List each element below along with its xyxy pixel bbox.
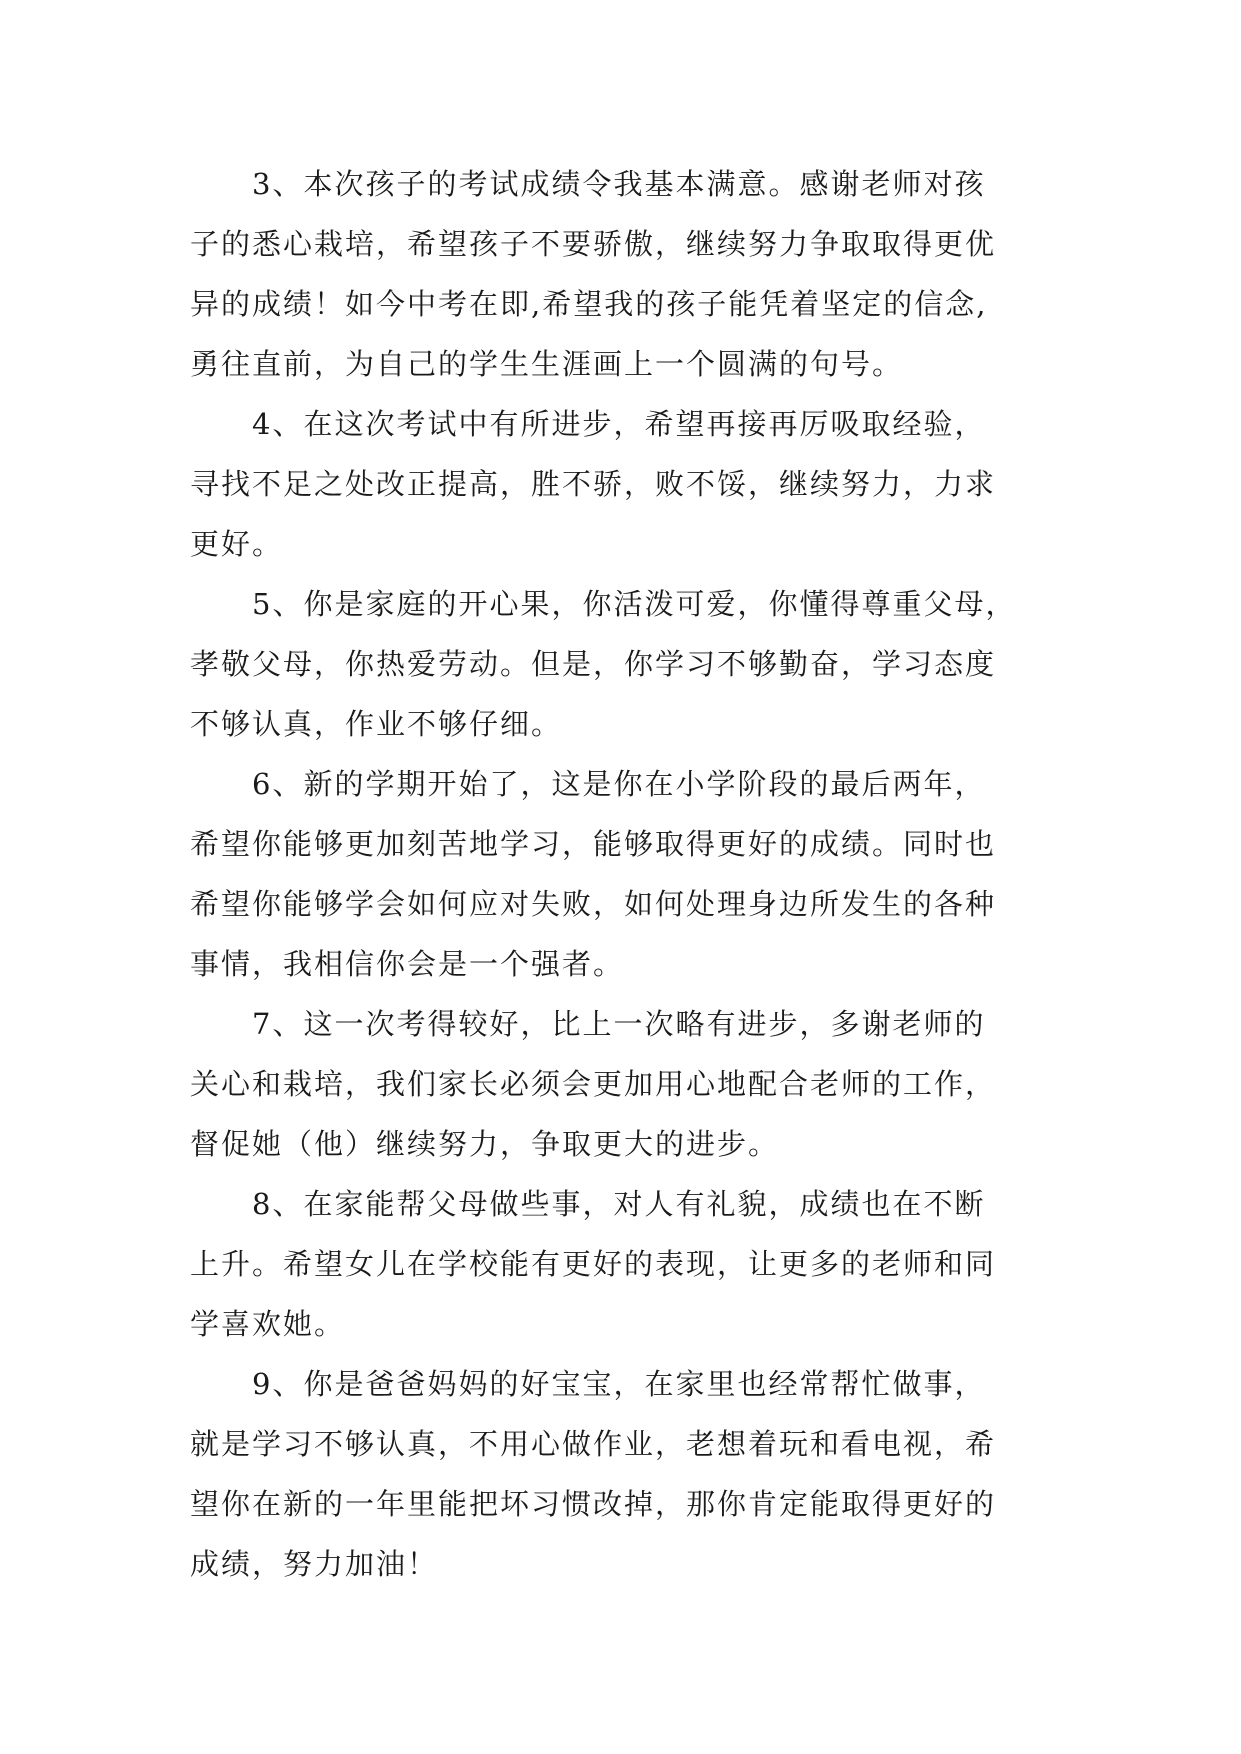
text-line: 更好。 xyxy=(190,527,284,561)
text-line: 学喜欢她。 xyxy=(190,1307,346,1341)
text-line: 督促她（他）继续努力，争取更大的进步。 xyxy=(190,1127,780,1161)
text-line: 3、本次孩子的考试成绩令我基本满意。感谢老师对孩 xyxy=(252,167,986,201)
text-line: 孝敬父母，你热爱劳动。但是，你学习不够勤奋，学习态度 xyxy=(190,647,997,681)
text-line: 子的悉心栽培，希望孩子不要骄傲，继续努力争取取得更优 xyxy=(190,227,997,261)
text-line: 8、在家能帮父母做些事，对人有礼貌，成绩也在不断 xyxy=(252,1187,986,1221)
text-line: 6、新的学期开始了，这是你在小学阶段的最后两年， xyxy=(252,767,986,801)
text-line: 4、在这次考试中有所进步，希望再接再厉吸取经验， xyxy=(252,407,986,441)
paragraph-8 xyxy=(190,1174,1090,1354)
paragraph-3 xyxy=(190,154,1090,394)
text-line: 不够认真，作业不够仔细。 xyxy=(190,707,563,741)
text-line: 9、你是爸爸妈妈的好宝宝，在家里也经常帮忙做事， xyxy=(252,1367,986,1401)
paragraph-5 xyxy=(190,574,1090,754)
text-line: 勇往直前，为自己的学生生涯画上一个圆满的句号。 xyxy=(190,347,904,381)
text-line: 成绩，努力加油！ xyxy=(190,1547,439,1581)
text-line: 上升。希望女儿在学校能有更好的表现，让更多的老师和同 xyxy=(190,1247,997,1281)
text-line: 关心和栽培，我们家长必须会更加用心地配合老师的工作， xyxy=(190,1067,997,1101)
text-line: 5、你是家庭的开心果，你活泼可爱，你懂得尊重父母， xyxy=(252,587,1017,621)
text-line: 望你在新的一年里能把坏习惯改掉，那你肯定能取得更好的 xyxy=(190,1487,997,1521)
text-line: 希望你能够更加刻苦地学习，能够取得更好的成绩。同时也 xyxy=(190,827,997,861)
text-line: 就是学习不够认真，不用心做作业，老想着玩和看电视，希 xyxy=(190,1427,997,1461)
text-line: 寻找不足之处改正提高，胜不骄，败不馁，继续努力，力求 xyxy=(190,467,997,501)
text-line: 事情，我相信你会是一个强者。 xyxy=(190,947,625,981)
paragraph-6 xyxy=(190,754,1090,994)
text-line: 7、这一次考得较好，比上一次略有进步，多谢老师的 xyxy=(252,1007,986,1041)
paragraph-4 xyxy=(190,394,1090,574)
paragraph-9 xyxy=(190,1354,1090,1594)
text-line: 异的成绩！如今中考在即,希望我的孩子能凭着坚定的信念, xyxy=(190,287,988,321)
document-body xyxy=(190,154,1090,1594)
text-line: 希望你能够学会如何应对失败，如何处理身边所发生的各种 xyxy=(190,887,997,921)
paragraph-7 xyxy=(190,994,1090,1174)
